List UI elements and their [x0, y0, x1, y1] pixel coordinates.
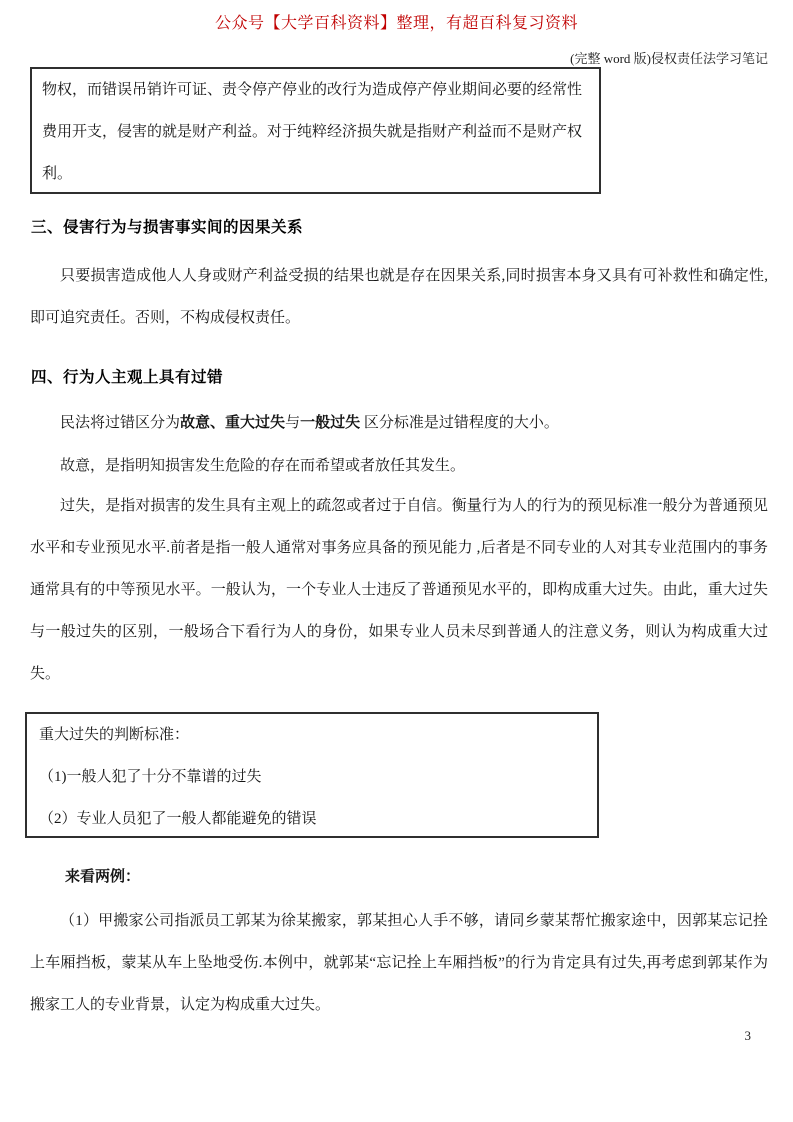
intent-definition-paragraph: 故意，是指明知损害发生危险的存在而希望或者放任其发生。	[60, 458, 466, 474]
term-intent: 故意	[180, 415, 211, 431]
example-one-paragraph: （1）甲搬家公司指派员工郭某为徐某搬家，郭某担心人手不够，请同乡蒙某帮忙搬家途中，因郭某忘记拴上车厢挡板，蒙某从车上坠地受伤.本例中，就郭某“忘记拴上车厢挡板”的行为肯定具有过失,再考虑到郭某作为搬家工人的专业背景，认定为构成重大过失。	[30, 913, 768, 1013]
criteria-item-1: （1)一般人犯了十分不靠谱的过失	[39, 769, 262, 785]
term-separator: 、	[210, 415, 226, 431]
intro-text: 物权，而错误吊销许可证、责令停产停业的改行为造成停产停业期间必要的经常性费用开支，侵害的就是财产利益。对于纯粹经济损失就是指财产利益而不是财产权利。	[42, 82, 583, 182]
classification-suffix: 区分标准是过错程度的大小。	[360, 415, 559, 431]
term-ordinary-negligence: 一般过失	[300, 415, 361, 431]
criteria-item-2: （2）专业人员犯了一般人都能避免的错误	[39, 811, 317, 827]
section-three-paragraph: 只要损害造成他人人身或财产利益受损的结果也就是存在因果关系,同时损害本身又具有可补救性和确定性,即可追究责任。否则，不构成侵权责任。	[30, 268, 768, 326]
criteria-title: 重大过失的判断标准：	[39, 727, 190, 743]
page-number: 3	[744, 1028, 751, 1043]
classification-prefix: 民法将过错区分为	[60, 415, 181, 431]
examples-lead: 来看两例：	[65, 869, 141, 885]
fault-classification-paragraph	[30, 402, 768, 444]
intro-text-box	[30, 67, 601, 194]
term-gross-negligence: 重大过失	[225, 415, 286, 431]
document-title: (完整 word 版)侵权责任法学习笔记	[570, 51, 768, 66]
header-promo-text: 公众号【大学百科资料】整理，有超百科复习资料	[214, 15, 578, 32]
negligence-definition-paragraph: 过失，是指对损害的发生具有主观上的疏忽或者过于自信。衡量行为人的行为的预见标准一般分为普通预见水平和专业预见水平.前者是指一般人通常对事务应具备的预见能力 ,后者是不同专业的人对其专业范围内的事务通常具有的中等预见水平。一般认为，一个专业人士违反了普通预见水平的，即构成重大过失。由此，重大过失与一般过失的区别，一般场合下看行为人的身份，如果专业人员未尽到普通人的注意义务，则认为构成重大过失。	[30, 498, 768, 682]
classification-conjunction: 与	[285, 415, 301, 431]
criteria-text-box	[25, 712, 599, 838]
section-four-heading: 四、行为人主观上具有过错	[31, 369, 224, 386]
section-three-heading: 三、侵害行为与损害事实间的因果关系	[31, 219, 304, 236]
